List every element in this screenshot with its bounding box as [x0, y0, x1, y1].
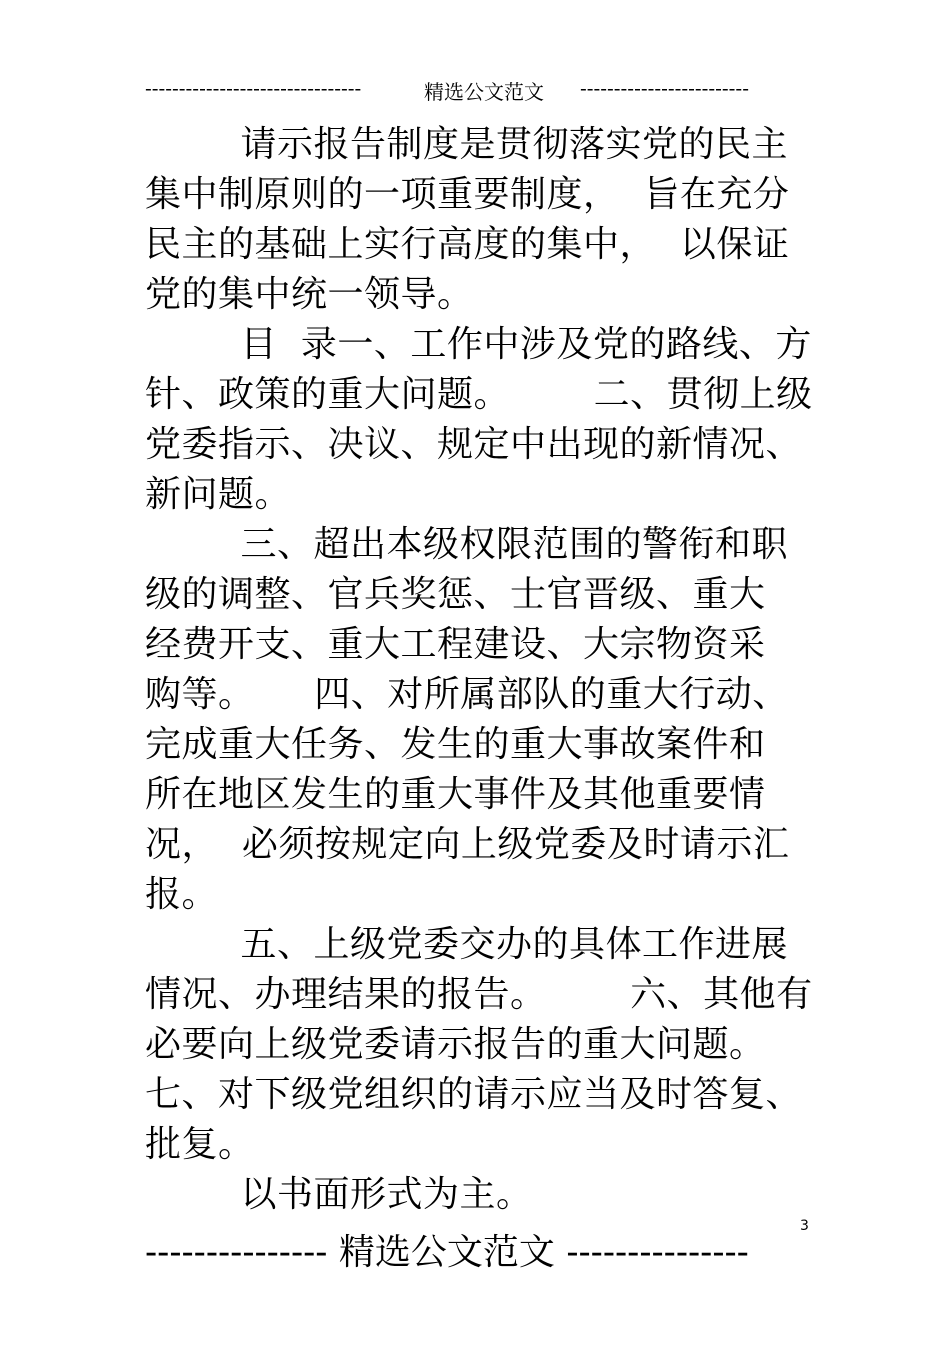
- header-dashes-left: --------------------------------: [145, 76, 362, 100]
- text-line: 必要向上级党委请示报告的重大问题。: [145, 1024, 766, 1065]
- text-line: 以书面形式为主。: [145, 1174, 533, 1215]
- text-line: 七、对下级党组织的请示应当及时答复、: [145, 1074, 803, 1115]
- text-line: 党的集中统一领导。: [145, 274, 474, 315]
- text-line: 购等。 四、对所属部队的重大行动、: [145, 674, 789, 715]
- text-line: 民主的基础上实行高度的集中， 以保证: [145, 224, 790, 265]
- document-body: [145, 120, 813, 1220]
- paragraph-2: [145, 320, 813, 520]
- text-line: 所在地区发生的重大事件及其他重要情: [145, 774, 766, 815]
- text-line: 新问题。: [145, 474, 292, 515]
- paragraph-5: [145, 1170, 805, 1220]
- header-dashes-right: -------------------------: [580, 76, 749, 100]
- text-line: 针、政策的重大问题。 二、贯彻上级: [145, 374, 813, 415]
- text-line: 三、超出本级权限范围的警衔和职: [145, 524, 789, 565]
- paragraph-3: [145, 520, 805, 920]
- text-line: 党委指示、决议、规定中出现的新情况、: [145, 424, 803, 465]
- header-title: 精选公文范文: [424, 80, 544, 104]
- text-line: 批复。: [145, 1124, 255, 1165]
- text-line: 情况、办理结果的报告。 六、其他有: [145, 974, 813, 1015]
- text-line: 级的调整、官兵奖惩、士官晋级、重大: [145, 574, 766, 615]
- text-line: 请示报告制度是贯彻落实党的民主: [145, 124, 789, 165]
- paragraph-1: [145, 120, 805, 320]
- text-line: 目 录一、工作中涉及党的路线、方: [145, 324, 812, 365]
- page-header: [145, 76, 775, 106]
- text-line: 况， 必须按规定向上级党委及时请示汇: [145, 824, 790, 865]
- page-footer: --------------- 精选公文范文 ---------------: [145, 1232, 749, 1273]
- text-line: 报。: [145, 874, 219, 915]
- text-line: 五、上级党委交办的具体工作进展: [145, 924, 789, 965]
- text-line: 集中制原则的一项重要制度， 旨在充分: [145, 174, 790, 215]
- page-number: 3: [800, 1218, 809, 1234]
- text-line: 经费开支、重大工程建设、大宗物资采: [145, 624, 766, 665]
- paragraph-4: [145, 920, 813, 1170]
- text-line: 完成重大任务、发生的重大事故案件和: [145, 724, 766, 765]
